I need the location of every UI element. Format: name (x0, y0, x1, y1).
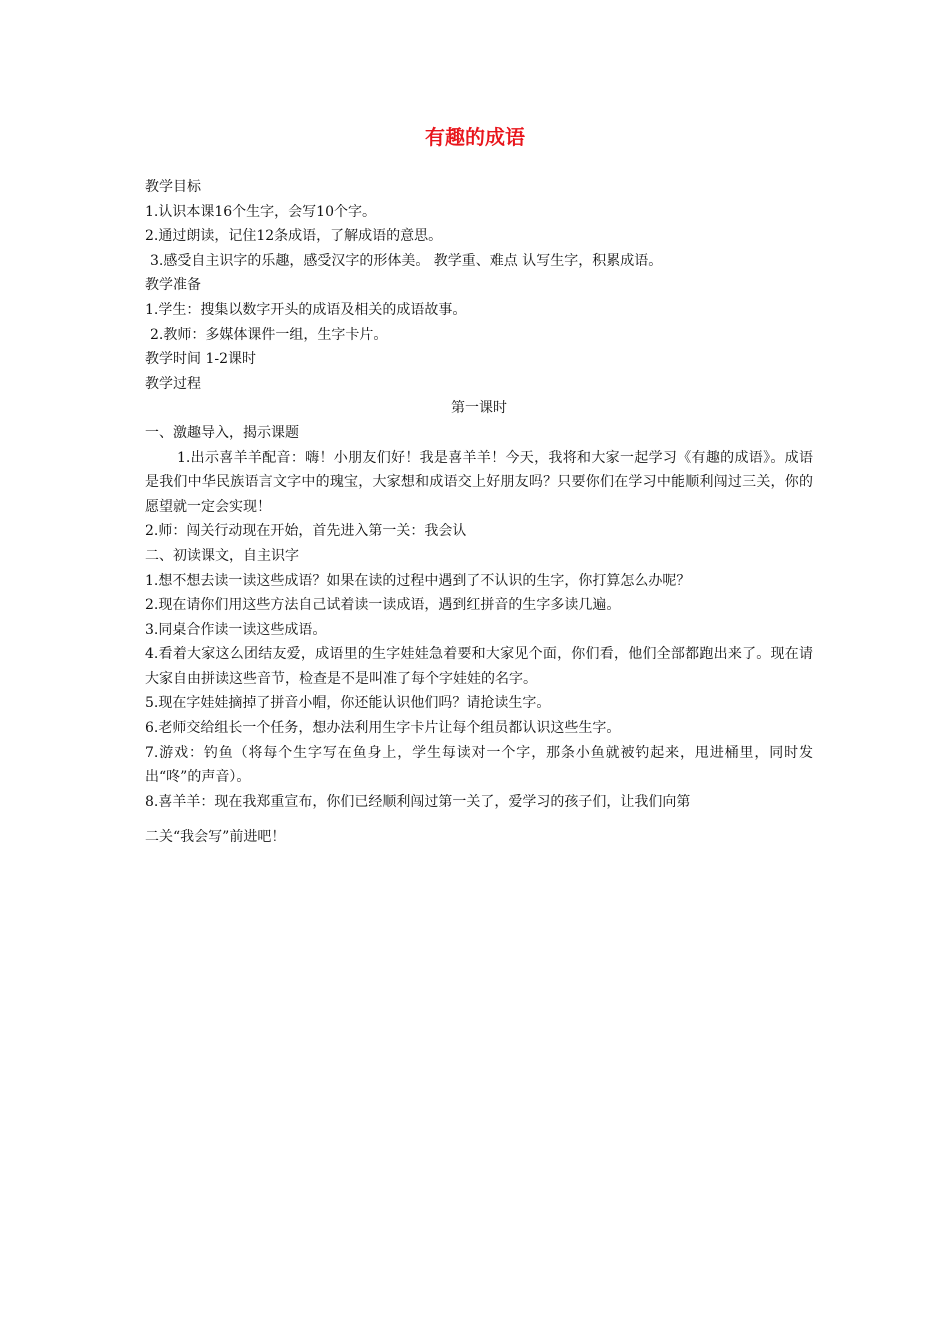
step-2-item-7: 7.游戏：钓鱼（将每个生字写在鱼身上，学生每读对一个字，那条小鱼就被钓起来，甩进桶里，同时发出“咚”的声音）。 (145, 744, 813, 786)
step-2-item-1: 1.想不想去读一读这些成语？如果在读的过程中遇到了不认识的生字，你打算怎么办呢？ (145, 572, 691, 589)
step-heading-2: 二、初读课文，自主识字 (145, 547, 299, 564)
goal-item-2: 2.通过朗读，记住12条成语，了解成语的意思。 (145, 228, 443, 245)
section-heading-process: 教学过程 (145, 375, 201, 392)
step-1-item-2: 2.师：闯关行动现在开始，首先进入第一关：我会认 (145, 523, 467, 540)
lesson-subtitle: 第一课时 (451, 400, 507, 417)
step-2-item-5: 5.现在字娃娃摘掉了拼音小帽，你还能认识他们吗？请抢读生字。 (145, 695, 551, 712)
document-title: 有趣的成语 (425, 125, 525, 149)
step-heading-1: 一、激趣导入，揭示课题 (145, 424, 299, 441)
section-heading-preparation: 教学准备 (145, 277, 201, 294)
section-heading-goals: 教学目标 (145, 179, 201, 195)
step-2-item-2: 2.现在请你们用这些方法自己试着读一读成语，遇到红拼音的生字多读几遍。 (145, 597, 621, 614)
step-2-item-8: 8.喜羊羊：现在我郑重宣布，你们已经顺利闯过第一关了，爱学习的孩子们，让我们向第 (145, 793, 691, 810)
step-2-item-6: 6.老师交给组长一个任务，想办法利用生字卡片让每个组员都认识这些生字。 (145, 720, 621, 737)
goal-item-1: 1.认识本课16个生字，会写10个字。 (145, 203, 376, 220)
teaching-time: 教学时间 1-2课时 (145, 351, 256, 368)
document-body (145, 175, 813, 850)
preparation-item-2: 2.教师：多媒体课件一组，生字卡片。 (150, 326, 388, 343)
step-2-item-4: 4.看着大家这么团结友爱，成语里的生字娃娃急着要和大家见个面，你们看，他们全部都跑出来了。现在请大家自由拼读这些音节，检查是不是叫准了每个字娃娃的名字。 (145, 646, 813, 687)
step-1-item-1: 1.出示喜羊羊配音：嗨！小朋友们好！我是喜羊羊！今天，我将和大家一起学习《有趣的成语》。成语是我们中华民族语言文字中的瑰宝，大家想和成语交上好朋友吗？只要你们在学习中能顺利闯过三关，你的愿望就一定会实现！ (145, 449, 813, 515)
preparation-item-1: 1.学生：搜集以数字开头的成语及相关的成语故事。 (145, 301, 467, 318)
step-2-item-3: 3.同桌合作读一读这些成语。 (145, 621, 327, 638)
step-2-item-8-continued: 二关“我会写”前进吧！ (145, 829, 286, 846)
goal-item-3: 3.感受自主识字的乐趣，感受汉字的形体美。 教学重、难点 认写生字，积累成语。 (150, 252, 663, 269)
